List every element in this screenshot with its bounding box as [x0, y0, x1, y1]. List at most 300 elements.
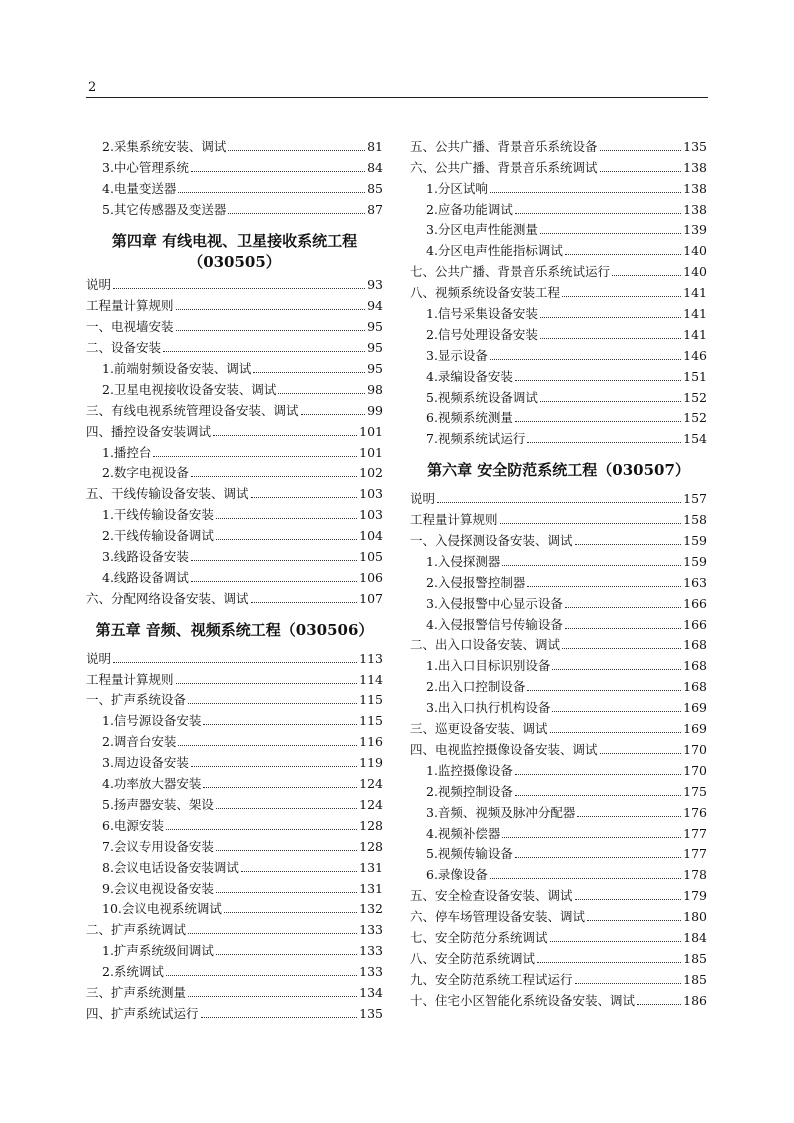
- dot-leader: [575, 982, 682, 984]
- toc-entry-page: 158: [683, 512, 707, 528]
- toc-entry-page: 138: [683, 201, 707, 217]
- toc-entry[interactable]: [410, 426, 707, 447]
- toc-entry-page: 85: [367, 180, 383, 196]
- toc-entry-title: 3.音频、视频及脉冲分配器: [426, 804, 576, 820]
- toc-entry[interactable]: [86, 729, 383, 750]
- toc-entry-title: 8.会议电话设备安装调试: [102, 859, 239, 875]
- toc-entry[interactable]: [410, 176, 707, 197]
- toc-entry-title: 七、安全防范分系统调试: [410, 929, 548, 945]
- toc-entry[interactable]: [410, 695, 707, 716]
- toc-entry-page: 180: [683, 909, 707, 925]
- toc-entry-title: 3.周边设备安装: [102, 755, 189, 771]
- dot-leader: [203, 723, 357, 725]
- dot-leader: [565, 627, 681, 629]
- dot-leader: [216, 807, 357, 809]
- toc-entry[interactable]: [86, 917, 383, 938]
- toc-entry[interactable]: [86, 273, 383, 294]
- dot-leader: [540, 316, 681, 318]
- toc-entry[interactable]: [410, 758, 707, 779]
- dot-leader: [113, 661, 357, 663]
- dot-leader: [527, 441, 681, 443]
- toc-entry[interactable]: [86, 440, 383, 461]
- toc-entry-page: 128: [359, 838, 383, 854]
- toc-entry-page: 184: [683, 929, 707, 945]
- toc-entry-title: 10.会议电视系统调试: [102, 901, 222, 917]
- dot-leader: [228, 149, 365, 151]
- toc-entry[interactable]: [86, 688, 383, 709]
- toc-entry-title: 六、停车场管理设备安装、调试: [410, 909, 586, 925]
- toc-entry-page: 152: [683, 410, 707, 426]
- dot-leader: [637, 1003, 681, 1005]
- dot-leader: [228, 212, 365, 214]
- toc-entry-title: 4.视频补偿器: [426, 825, 501, 841]
- dot-leader: [251, 601, 358, 603]
- toc-entry[interactable]: [410, 197, 707, 218]
- toc-entry[interactable]: [410, 549, 707, 570]
- toc-entry-page: 154: [683, 431, 707, 447]
- toc-entry-title: 6.电源安装: [102, 817, 164, 833]
- toc-entry-title: 1.前端射频设备安装、调试: [102, 361, 252, 377]
- toc-entry-title: 四、电视监控摄像设备安装、调试: [410, 741, 598, 757]
- toc-entry[interactable]: [86, 813, 383, 834]
- toc-entry-title: 工程量计算规则: [410, 512, 498, 528]
- dot-leader: [437, 501, 681, 503]
- toc-entry-title: 1.入侵探测器: [426, 553, 501, 569]
- toc-entry[interactable]: [86, 544, 383, 565]
- toc-entry[interactable]: [86, 750, 383, 771]
- dot-leader: [515, 856, 681, 858]
- toc-entry-title: 5.扬声器安装、架设: [102, 796, 214, 812]
- toc-entry-page: 141: [683, 326, 707, 342]
- toc-entry-page: 169: [683, 721, 707, 737]
- toc-entry-title: 八、安全防范系统调试: [410, 950, 536, 966]
- toc-entry-title: 2.视频控制设备: [426, 783, 513, 799]
- toc-entry-page: 128: [359, 817, 383, 833]
- dot-leader: [188, 932, 357, 934]
- dot-leader: [490, 191, 681, 193]
- toc-entry[interactable]: [410, 238, 707, 259]
- dot-leader: [188, 995, 357, 997]
- toc-entry[interactable]: [410, 674, 707, 695]
- toc-entry-title: 3.中心管理系统: [102, 159, 189, 175]
- toc-entry-page: 105: [359, 549, 383, 565]
- toc-entry-title: 七、公共广播、背景音乐系统试运行: [410, 264, 611, 280]
- toc-entry[interactable]: [410, 364, 707, 385]
- dot-leader: [600, 149, 682, 151]
- toc-entry[interactable]: [410, 800, 707, 821]
- toc-entry[interactable]: [410, 737, 707, 758]
- toc-entry-page: 146: [683, 347, 707, 363]
- toc-entry[interactable]: [410, 988, 707, 1009]
- toc-entry-title: 5.视频传输设备: [426, 846, 513, 862]
- toc-entry-page: 104: [359, 528, 383, 544]
- toc-entry-page: 140: [683, 243, 707, 259]
- toc-entry[interactable]: [410, 259, 707, 280]
- toc-entry-title: 3.线路设备安装: [102, 549, 189, 565]
- toc-entry-page: 170: [683, 762, 707, 778]
- dot-leader: [216, 849, 357, 851]
- toc-entry[interactable]: [410, 779, 707, 800]
- toc-entry[interactable]: [86, 502, 383, 523]
- toc-entry-page: 131: [359, 859, 383, 875]
- toc-entry[interactable]: [410, 653, 707, 674]
- toc-entry[interactable]: [86, 771, 383, 792]
- toc-entry[interactable]: [86, 938, 383, 959]
- toc-entry-page: 177: [683, 846, 707, 862]
- toc-entry-page: 168: [683, 637, 707, 653]
- dot-leader: [612, 274, 681, 276]
- dot-leader: [502, 564, 681, 566]
- toc-entry[interactable]: [410, 925, 707, 946]
- toc-entry-title: 1.监控摄像设备: [426, 762, 513, 778]
- toc-entry-title: 说明: [86, 277, 112, 293]
- dot-leader: [577, 815, 681, 817]
- toc-entry-page: 101: [359, 423, 383, 439]
- dot-leader: [191, 765, 357, 767]
- toc-entry[interactable]: [410, 591, 707, 612]
- toc-entry[interactable]: [86, 356, 383, 377]
- toc-entry-title: 一、电视墙安装: [86, 319, 174, 335]
- toc-entry-page: 135: [359, 1005, 383, 1021]
- toc-entry-title: 工程量计算规则: [86, 298, 174, 314]
- toc-entry[interactable]: [410, 301, 707, 322]
- toc-entry-title: 二、扩声系统调试: [86, 922, 187, 938]
- toc-entry-page: 176: [683, 804, 707, 820]
- toc-entry-page: 94: [367, 298, 383, 314]
- toc-entry[interactable]: [86, 523, 383, 544]
- toc-entry-title: 2.卫星电视接收设备安装、调试: [102, 381, 277, 397]
- toc-entry[interactable]: [410, 633, 707, 654]
- header-rule: [86, 97, 708, 98]
- toc-entry[interactable]: [86, 134, 383, 155]
- dot-leader: [153, 455, 357, 457]
- toc-entry-title: 3.显示设备: [426, 347, 488, 363]
- toc-entry-title: 六、分配网络设备安装、调试: [86, 590, 249, 606]
- toc-entry-page: 87: [367, 201, 383, 217]
- toc-entry-title: 7.会议专用设备安装: [102, 838, 214, 854]
- toc-entry-page: 159: [683, 553, 707, 569]
- toc-entry-title: 三、巡更设备安装、调试: [410, 721, 548, 737]
- toc-entry[interactable]: [86, 959, 383, 980]
- dot-leader: [191, 559, 357, 561]
- toc-entry-title: 2.应备功能调试: [426, 201, 513, 217]
- toc-left-column: [86, 134, 383, 1022]
- dot-leader: [301, 413, 366, 415]
- dot-leader: [176, 682, 358, 684]
- toc-entry[interactable]: [410, 570, 707, 591]
- dot-leader: [515, 420, 681, 422]
- dot-leader: [253, 371, 365, 373]
- dot-leader: [500, 522, 682, 524]
- dot-leader: [241, 870, 357, 872]
- dot-leader: [188, 702, 357, 704]
- toc-entry-page: 139: [683, 222, 707, 238]
- toc-entry-page: 133: [359, 922, 383, 938]
- toc-entry[interactable]: [410, 883, 707, 904]
- toc-entry-title: 2.入侵报警控制器: [426, 574, 526, 590]
- toc-entry[interactable]: [86, 314, 383, 335]
- toc-right-column: [410, 134, 707, 1009]
- toc-entry[interactable]: [86, 855, 383, 876]
- toc-entry-page: 168: [683, 658, 707, 674]
- chapter-title: 第四章 有线电视、卫星接收系统工程: [111, 231, 358, 250]
- toc-entry-title: 说明: [86, 650, 112, 666]
- toc-entry-title: 4.电量变送器: [102, 180, 177, 196]
- toc-entry-page: 159: [683, 533, 707, 549]
- toc-entry[interactable]: [86, 1001, 383, 1022]
- toc-entry[interactable]: [86, 667, 383, 688]
- toc-entry-page: 168: [683, 679, 707, 695]
- dot-leader: [600, 752, 682, 754]
- toc-entry[interactable]: [86, 335, 383, 356]
- toc-entry-title: 三、有线电视系统管理设备安装、调试: [86, 402, 299, 418]
- dot-leader: [113, 287, 365, 289]
- toc-entry-title: 八、视频系统设备安装工程: [410, 285, 561, 301]
- dot-leader: [251, 496, 358, 498]
- toc-entry-title: 5.其它传感器及变送器: [102, 201, 227, 217]
- toc-entry-title: 3.入侵报警中心显示设备: [426, 595, 563, 611]
- toc-entry-title: 4.功率放大器安装: [102, 776, 202, 792]
- dot-leader: [527, 585, 681, 587]
- toc-entry[interactable]: [86, 565, 383, 586]
- toc-entry-page: 81: [367, 138, 383, 154]
- dot-leader: [216, 538, 357, 540]
- chapter-title: 第六章 安全防范系统工程（030507）: [427, 461, 690, 480]
- toc-entry[interactable]: [410, 343, 707, 364]
- toc-entry[interactable]: [86, 176, 383, 197]
- dot-leader: [587, 919, 681, 921]
- chapter-code: （030505）: [188, 252, 281, 271]
- toc-entry-page: 114: [359, 671, 383, 687]
- toc-entry-title: 2.调音台安装: [102, 734, 177, 750]
- toc-entry-page: 103: [359, 486, 383, 502]
- toc-entry-title: 2.系统调试: [102, 964, 164, 980]
- toc-entry[interactable]: [410, 486, 707, 507]
- dot-leader: [550, 940, 682, 942]
- toc-entry-title: 4.分区电声性能指标调试: [426, 243, 563, 259]
- toc-entry[interactable]: [410, 507, 707, 528]
- toc-entry-title: 1.扩声系统级间调试: [102, 943, 214, 959]
- toc-entry-title: 2.采集系统安装、调试: [102, 138, 227, 154]
- dot-leader: [216, 517, 357, 519]
- toc-entry-page: 115: [359, 692, 383, 708]
- toc-entry-title: 十、住宅小区智能化系统设备安装、调试: [410, 992, 636, 1008]
- toc-entry-page: 151: [683, 368, 707, 384]
- toc-entry[interactable]: [86, 419, 383, 440]
- toc-entry-title: 1.出入口目标识别设备: [426, 658, 551, 674]
- toc-entry[interactable]: [86, 708, 383, 729]
- toc-entry-title: 四、播控设备安装调试: [86, 423, 212, 439]
- toc-entry-page: 124: [359, 776, 383, 792]
- toc-entry[interactable]: [86, 876, 383, 897]
- dot-leader: [176, 308, 366, 310]
- toc-entry-title: 1.信号采集设备安装: [426, 306, 538, 322]
- toc-entry-page: 170: [683, 741, 707, 757]
- dot-leader: [550, 731, 682, 733]
- toc-entry-page: 166: [683, 616, 707, 632]
- toc-entry-page: 186: [683, 992, 707, 1008]
- toc-entry-title: 二、出入口设备安装、调试: [410, 637, 561, 653]
- dot-leader: [191, 170, 365, 172]
- toc-entry[interactable]: [410, 904, 707, 925]
- toc-entry-page: 95: [367, 361, 383, 377]
- toc-entry-title: 1.干线传输设备安装: [102, 507, 214, 523]
- toc-entry[interactable]: [410, 218, 707, 239]
- dot-leader: [176, 329, 366, 331]
- toc-entry-title: 六、公共广播、背景音乐系统调试: [410, 159, 598, 175]
- toc-entry-title: 2.出入口控制设备: [426, 679, 526, 695]
- toc-entry-title: 三、扩声系统测量: [86, 984, 187, 1000]
- toc-entry-page: 98: [367, 381, 383, 397]
- toc-entry[interactable]: [410, 385, 707, 406]
- toc-entry-page: 134: [359, 984, 383, 1000]
- toc-entry-title: 九、安全防范系统工程试运行: [410, 971, 573, 987]
- toc-entry[interactable]: [86, 834, 383, 855]
- dot-leader: [216, 953, 357, 955]
- toc-entry[interactable]: [86, 293, 383, 314]
- chapter-heading: [86, 620, 383, 641]
- toc-entry-title: 五、公共广播、背景音乐系统设备: [410, 138, 598, 154]
- toc-entry-page: 119: [359, 755, 383, 771]
- chapter-title: 第五章 音频、视频系统工程（030506）: [95, 620, 374, 639]
- toc-entry[interactable]: [86, 792, 383, 813]
- toc-entry-page: 138: [683, 180, 707, 196]
- toc-entry[interactable]: [86, 377, 383, 398]
- toc-entry-page: 135: [683, 138, 707, 154]
- toc-entry[interactable]: [86, 398, 383, 419]
- toc-entry-page: 178: [683, 867, 707, 883]
- toc-entry[interactable]: [410, 862, 707, 883]
- toc-entry-page: 141: [683, 306, 707, 322]
- toc-entry-title: 1.信号源设备安装: [102, 713, 202, 729]
- toc-entry-title: 4.录编设备安装: [426, 368, 513, 384]
- toc-entry-title: 2.数字电视设备: [102, 465, 189, 481]
- toc-entry-title: 二、设备安装: [86, 340, 162, 356]
- dot-leader: [552, 710, 681, 712]
- dot-leader: [515, 379, 681, 381]
- toc-entry-page: 140: [683, 264, 707, 280]
- toc-entry-page: 132: [359, 901, 383, 917]
- toc-entry-page: 157: [683, 491, 707, 507]
- toc-entry-title: 四、扩声系统试运行: [86, 1005, 199, 1021]
- toc-entry-title: 7.视频系统试运行: [426, 431, 526, 447]
- toc-entry-title: 3.分区电声性能测量: [426, 222, 538, 238]
- toc-entry-title: 4.入侵报警信号传输设备: [426, 616, 563, 632]
- toc-entry-page: 102: [359, 465, 383, 481]
- toc-entry-page: 84: [367, 159, 383, 175]
- chapter-heading: [86, 231, 383, 273]
- toc-entry[interactable]: [86, 197, 383, 218]
- dot-leader: [565, 606, 681, 608]
- toc-entry-title: 9.会议电视设备安装: [102, 880, 214, 896]
- toc-entry-title: 1.播控台: [102, 444, 152, 460]
- toc-entry-page: 95: [367, 319, 383, 335]
- toc-entry-title: 一、入侵探测设备安装、调试: [410, 533, 573, 549]
- toc-entry[interactable]: [410, 155, 707, 176]
- dot-leader: [600, 170, 682, 172]
- toc-entry-page: 93: [367, 277, 383, 293]
- toc-entry[interactable]: [410, 967, 707, 988]
- dot-leader: [163, 350, 365, 352]
- toc-entry-page: 169: [683, 700, 707, 716]
- dot-leader: [527, 689, 681, 691]
- toc-entry-title: 五、干线传输设备安装、调试: [86, 486, 249, 502]
- dot-leader: [166, 828, 357, 830]
- dot-leader: [166, 974, 357, 976]
- toc-entry-page: 141: [683, 285, 707, 301]
- toc-entry-page: 103: [359, 507, 383, 523]
- toc-entry[interactable]: [86, 481, 383, 502]
- dot-leader: [224, 911, 357, 913]
- toc-entry-page: 116: [359, 734, 383, 750]
- toc-entry[interactable]: [86, 461, 383, 482]
- dot-leader: [278, 392, 365, 394]
- toc-entry[interactable]: [86, 897, 383, 918]
- toc-entry-page: 185: [683, 950, 707, 966]
- dot-leader: [552, 668, 681, 670]
- toc-entry-title: 6.录像设备: [426, 867, 488, 883]
- toc-entry-page: 101: [359, 444, 383, 460]
- toc-entry-title: 2.信号处理设备安装: [426, 326, 538, 342]
- toc-entry-page: 124: [359, 796, 383, 812]
- toc-entry-page: 107: [359, 590, 383, 606]
- toc-entry-page: 95: [367, 340, 383, 356]
- toc-entry[interactable]: [86, 646, 383, 667]
- dot-leader: [540, 337, 681, 339]
- toc-entry[interactable]: [86, 586, 383, 607]
- toc-entry[interactable]: [410, 842, 707, 863]
- toc-entry-page: 115: [359, 713, 383, 729]
- dot-leader: [191, 475, 357, 477]
- toc-entry[interactable]: [410, 821, 707, 842]
- toc-entry-title: 1.分区试响: [426, 180, 488, 196]
- dot-leader: [203, 786, 357, 788]
- toc-entry-title: 2.干线传输设备调试: [102, 528, 214, 544]
- toc-entry[interactable]: [410, 612, 707, 633]
- toc-entry-page: 133: [359, 943, 383, 959]
- toc-entry[interactable]: [410, 716, 707, 737]
- toc-entry-page: 113: [359, 650, 383, 666]
- toc-entry-title: 一、扩声系统设备: [86, 692, 187, 708]
- toc-entry-page: 131: [359, 880, 383, 896]
- chapter-heading: [410, 460, 707, 481]
- toc-entry[interactable]: [410, 322, 707, 343]
- dot-leader: [515, 212, 681, 214]
- toc-entry[interactable]: [410, 528, 707, 549]
- dot-leader: [515, 794, 681, 796]
- page-number: 2: [88, 80, 97, 95]
- toc-entry-title: 3.出入口执行机构设备: [426, 700, 551, 716]
- toc-entry-page: 177: [683, 825, 707, 841]
- toc-entry-page: 133: [359, 964, 383, 980]
- toc-entry[interactable]: [86, 155, 383, 176]
- toc-entry[interactable]: [410, 280, 707, 301]
- toc-entry[interactable]: [410, 406, 707, 427]
- dot-leader: [540, 400, 681, 402]
- toc-entry-page: 99: [367, 402, 383, 418]
- toc-entry[interactable]: [86, 980, 383, 1001]
- dot-leader: [575, 898, 682, 900]
- toc-entry-page: 106: [359, 569, 383, 585]
- dot-leader: [540, 232, 681, 234]
- dot-leader: [490, 877, 681, 879]
- toc-entry-title: 五、安全检查设备安装、调试: [410, 888, 573, 904]
- toc-entry-title: 6.视频系统测量: [426, 410, 513, 426]
- dot-leader: [502, 836, 681, 838]
- toc-entry-page: 185: [683, 971, 707, 987]
- toc-entry[interactable]: [410, 134, 707, 155]
- toc-entry[interactable]: [410, 946, 707, 967]
